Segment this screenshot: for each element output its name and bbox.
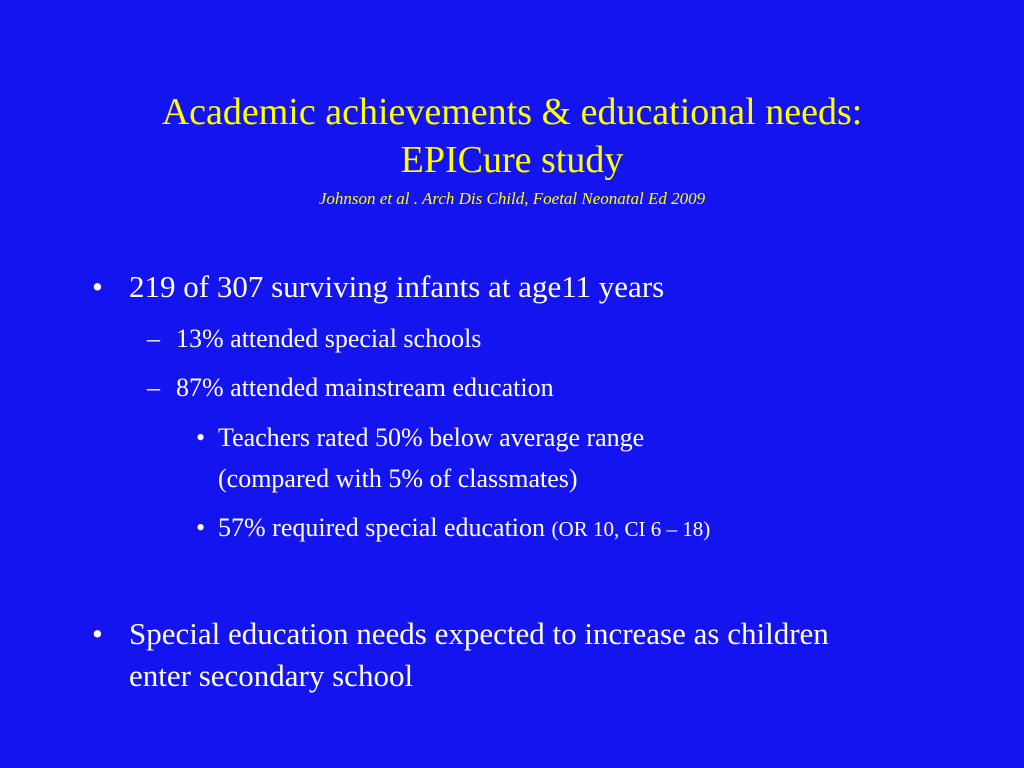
bullet-text-line-2: enter secondary school [129,658,414,693]
sub-sub-bullet-marker: • [196,513,206,542]
sub-sub-bullet-stats-text: (OR 10, CI 6 – 18) [551,517,711,541]
bullet-text-line-1: Special education needs expected to increase as children [129,616,829,651]
sub-bullet-text: 13% attended special schools [176,324,482,353]
sub-bullet-text: 87% attended mainstream education [176,373,554,402]
slide-title-line-2: EPICure study [400,139,624,181]
bullet-text: 219 of 307 surviving infants at age11 years [129,269,665,304]
slide-title-line-1: Academic achievements & educational needs: [161,91,863,133]
bullet-marker: • [92,269,103,304]
sub-sub-bullet-text [218,511,710,546]
sub-bullet-marker: – [147,324,160,353]
sub-sub-bullet-marker: • [196,423,206,452]
sub-sub-bullet-text-line-2: (compared with 5% of classmates) [218,464,578,493]
slide-citation: Johnson et al . Arch Dis Child, Foetal Neonatal Ed 2009 [318,189,706,208]
sub-sub-bullet-main-text: 57% required special education [218,513,552,542]
sub-sub-bullet-text-line-1: Teachers rated 50% below average range [218,423,645,452]
bullet-marker: • [92,616,103,651]
slide-title-block [40,88,984,210]
sub-bullet-marker: – [147,373,160,402]
